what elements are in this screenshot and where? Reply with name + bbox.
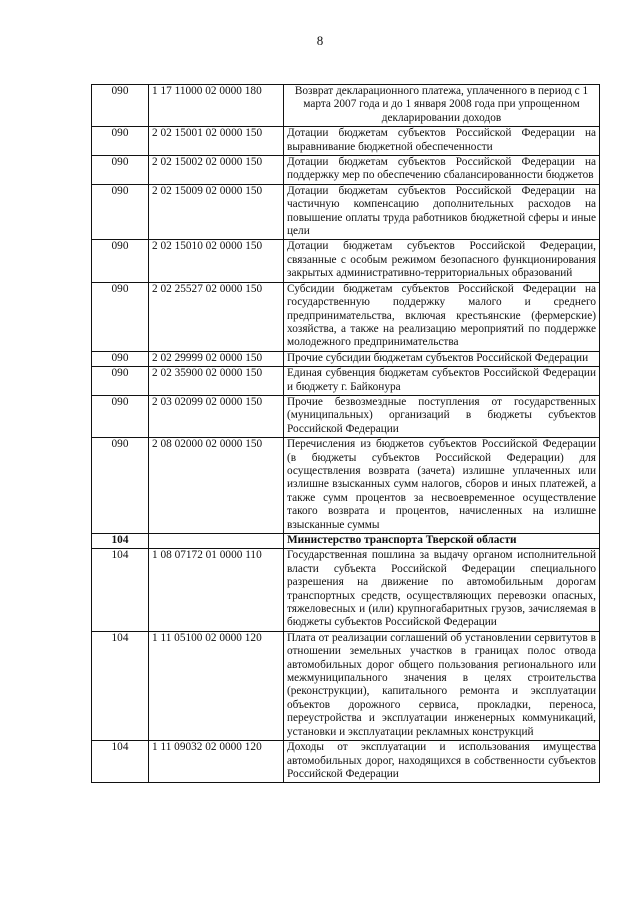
- description-cell: Государственная пошлина за выдачу органом исполнительной власти субъекта Российской Федерации специального разрешения на движение по автомобильным дорогам транспортных средств, осуществляющих перевозки опасных, тяжеловесных и (или) крупногабаритных грузов, зачисляемая в бюджеты субъектов Российской Федерации: [284, 549, 600, 631]
- budget-code-cell: 1 11 09032 02 0000 120: [149, 741, 284, 783]
- description-cell: Перечисления из бюджетов субъектов Российской Федерации (в бюджеты субъектов Российской Федерации) для осуществления возврата (зачета) излишне уплаченных или излишне взысканных сумм налогов, сборов и иных платежей, а также сумм процентов за несвоевременное осуществление такого возврата и процентов, начисленных на излишне взысканные суммы: [284, 438, 600, 534]
- description-cell: Прочие безвозмездные поступления от государственных (муниципальных) организаций в бюджеты субъектов Российской Федерации: [284, 395, 600, 437]
- admin-code-cell: 090: [92, 351, 149, 366]
- table-row: [92, 351, 600, 366]
- table-row: [92, 631, 600, 740]
- budget-code-cell: 1 11 05100 02 0000 120: [149, 631, 284, 740]
- table-row: [92, 282, 600, 351]
- description-cell: Дотации бюджетам субъектов Российской Федерации на поддержку мер по обеспечению сбалансированности бюджетов: [284, 156, 600, 185]
- budget-code-cell: 2 03 02099 02 0000 150: [149, 395, 284, 437]
- budget-code-cell: 2 02 15010 02 0000 150: [149, 240, 284, 282]
- table-row: [92, 438, 600, 534]
- admin-code-cell: 090: [92, 240, 149, 282]
- budget-code-cell: [149, 534, 284, 549]
- table-row: [92, 367, 600, 396]
- table-row: [92, 184, 600, 240]
- table-row: [92, 127, 600, 156]
- admin-code-cell: 104: [92, 631, 149, 740]
- budget-code-cell: 2 02 15009 02 0000 150: [149, 184, 284, 240]
- admin-code-cell: 104: [92, 741, 149, 783]
- table-row: [92, 549, 600, 631]
- description-cell: Плата от реализации соглашений об установлении сервитутов в отношении земельных участков в границах полос отвода автомобильных дорог общего пользования регионального или межмуниципального значения в целях строительства (реконструкции), капитального ремонта и эксплуатации объектов дорожного сервиса, прокладки, переноса, переустройства и эксплуатации инженерных коммуникаций, установки и эксплуатации рекламных конструкций: [284, 631, 600, 740]
- admin-code-cell: 090: [92, 85, 149, 127]
- table-row: [92, 85, 600, 127]
- admin-code-cell: 090: [92, 438, 149, 534]
- table-row: [92, 395, 600, 437]
- admin-code-cell: 090: [92, 184, 149, 240]
- admin-code-cell: 090: [92, 282, 149, 351]
- description-cell: Дотации бюджетам субъектов Российской Федерации на частичную компенсацию дополнительных расходов на повышение оплаты труда работников бюджетной сферы и иные цели: [284, 184, 600, 240]
- admin-code-cell: 090: [92, 367, 149, 396]
- ministry-header-row: [92, 534, 600, 549]
- budget-code-cell: 1 17 11000 02 0000 180: [149, 85, 284, 127]
- table-row: [92, 741, 600, 783]
- budget-code-cell: 2 02 29999 02 0000 150: [149, 351, 284, 366]
- admin-code-cell: 090: [92, 395, 149, 437]
- admin-code-cell: 090: [92, 156, 149, 185]
- budget-code-cell: 1 08 07172 01 0000 110: [149, 549, 284, 631]
- admin-code-cell: 104: [92, 534, 149, 549]
- page-number: 8: [316, 33, 324, 48]
- admin-code-cell: 104: [92, 549, 149, 631]
- description-cell: Единая субвенция бюджетам субъектов Российской Федерации и бюджету г. Байконура: [284, 367, 600, 396]
- table-row: [92, 156, 600, 185]
- budget-code-cell: 2 02 15002 02 0000 150: [149, 156, 284, 185]
- admin-code-cell: 090: [92, 127, 149, 156]
- table-body: [92, 85, 600, 783]
- description-cell: Дотации бюджетам субъектов Российской Федерации, связанные с особым режимом безопасного функционирования закрытых административно-территориальных образований: [284, 240, 600, 282]
- ministry-name-cell: Министерство транспорта Тверской области: [284, 534, 600, 549]
- description-cell: Возврат декларационного платежа, уплаченного в период с 1 марта 2007 года и до 1 января 2008 года при упрощенном декларировании доходов: [284, 85, 600, 127]
- table-row: [92, 240, 600, 282]
- description-cell: Прочие субсидии бюджетам субъектов Российской Федерации: [284, 351, 600, 366]
- description-cell: Дотации бюджетам субъектов Российской Федерации на выравнивание бюджетной обеспеченности: [284, 127, 600, 156]
- budget-code-cell: 2 02 25527 02 0000 150: [149, 282, 284, 351]
- description-cell: Субсидии бюджетам субъектов Российской Федерации на государственную поддержку малого и среднего предпринимательства, включая крестьянские (фермерские) хозяйства, а также на реализацию мероприятий по поддержке молодежного предпринимательства: [284, 282, 600, 351]
- budget-code-cell: 2 02 35900 02 0000 150: [149, 367, 284, 396]
- revenue-codes-table: [91, 84, 600, 783]
- budget-code-cell: 2 02 15001 02 0000 150: [149, 127, 284, 156]
- description-cell: Доходы от эксплуатации и использования имущества автомобильных дорог, находящихся в собственности субъектов Российской Федерации: [284, 741, 600, 783]
- budget-code-cell: 2 08 02000 02 0000 150: [149, 438, 284, 534]
